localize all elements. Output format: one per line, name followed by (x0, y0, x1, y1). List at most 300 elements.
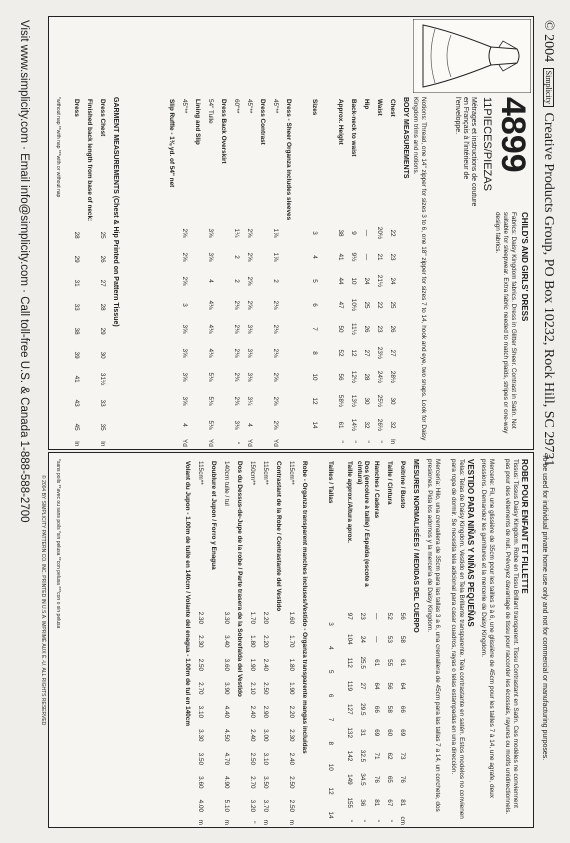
cell-value: 22 (376, 301, 383, 309)
cell-value: — (363, 229, 370, 237)
yardage-value: 2.30 (197, 635, 204, 648)
cell-value: 25 (389, 301, 396, 309)
yardage-value: 5⅛ (207, 420, 214, 430)
yardage-value: 2⅛ (233, 348, 240, 358)
yardage-value: 1⅞ (272, 228, 279, 238)
copyright-year: © 2004 (541, 20, 556, 63)
fabric-width: 45"** (272, 99, 279, 114)
english-panel (48, 16, 534, 450)
fabric-label: Dress Contrast (259, 99, 266, 145)
yardage-value: 2⅝ (246, 228, 253, 238)
yardage-value: 4 (181, 423, 188, 427)
mesures-row (383, 459, 396, 827)
cell-value: 4 (327, 646, 334, 650)
cell-value: 44 (337, 277, 344, 285)
cell-value: 25.5 (359, 656, 367, 669)
cell-value: 64 (373, 682, 380, 690)
cell-value: 112 (346, 657, 353, 668)
cell-value: 30 (389, 397, 396, 405)
cell-value: 5 (327, 669, 334, 674)
cell-value: 127 (346, 704, 353, 715)
cell-value: 155 (346, 797, 353, 809)
yardage-value: 2 (233, 279, 240, 283)
garment-measurement-row (70, 97, 83, 449)
yardage-value: 3⅝ (181, 372, 188, 382)
cell-value: 22 (389, 229, 396, 237)
yardage-value: 3.10 (262, 752, 269, 766)
mesures-row (356, 459, 370, 827)
fabric-width: 54" Tulle (207, 99, 214, 124)
fabric-label: Lining and Slip (194, 99, 201, 145)
cell-value: 65 (386, 775, 393, 783)
yardage-value: 2.20 (262, 635, 269, 648)
yardage-value: 2.90 (262, 705, 269, 719)
unit-label: Yd (207, 439, 214, 447)
yardage-value: 3.60 (223, 658, 230, 672)
fabric-width: 140cm tulle / tul (223, 461, 230, 506)
fabric-label: Dress Back Overskirt (220, 99, 227, 164)
cell-value: 12 (350, 349, 357, 357)
fabric-width: 45"** (246, 99, 253, 114)
telas-text: Telas: Telas de Daisy Kingdom. Vestido en Tela Brillante transparente. Tela contrastante en satén. Estos modelos no convienen para ropa de dormir. Se necesita tela adicional para casar cuadros, rayas o telas estampadas en una dirección. (450, 459, 465, 819)
unit-label: " (346, 819, 353, 822)
fabric-row (243, 97, 256, 449)
cell-value: 9½ (350, 252, 357, 262)
body-measurement-row (334, 97, 347, 446)
cell-value: 81 (399, 799, 406, 807)
yardage-value: 2⅝ (272, 372, 279, 382)
yardage-value: 2 (233, 255, 240, 259)
cell-value: 25½ (376, 394, 383, 408)
cell-value: 38 (73, 327, 80, 335)
body-measurement-row (360, 97, 373, 446)
yardage-value: 3.40 (223, 635, 230, 648)
yardage-value: 2.20 (262, 611, 269, 625)
yardage-value: 1¼ (233, 228, 240, 238)
fabric-label: Contrastant de la Robe / Contrastante del Vestido (275, 461, 282, 612)
yardage-value: 2.70 (249, 776, 256, 789)
fabrics-text: Fabrics: Daisy Kingdom fabrics. Dress in Glitter Sheer. Contrast in Satin. Not suitable for sleepwear. Extra fabric needed to match plaids, stripes or one-way design fabrics. (494, 212, 517, 434)
row-label: Taille / Cintura (386, 461, 393, 505)
fabric-row (230, 97, 243, 449)
cell-value: 23 (389, 253, 396, 261)
yardage-value: 2⅝ (181, 276, 188, 286)
cell-value: 29.5 (359, 703, 367, 716)
fabric-row (220, 459, 233, 827)
cell-value: 35 (99, 423, 106, 431)
fabric-label: Robe - Organza transparent manches incluses/Vestido - Organza transparente mangas incluidas (301, 461, 308, 754)
yardage-value: 2.50 (249, 752, 256, 766)
yardage-value: 3.10 (197, 705, 204, 719)
fabric-width: 60"** (233, 99, 240, 114)
yardage-value: 1.90 (288, 682, 295, 695)
unit-label: In (99, 441, 106, 447)
cell-value: 25 (363, 301, 370, 309)
cell-value: 149 (346, 774, 353, 785)
french-instructions-note: Métrages et instructions de couture en Français à l'intérieur de l'enveloppe. (454, 97, 477, 207)
row-label: Taille approx./Altura aprox. (346, 461, 353, 543)
cell-value: 11½ (350, 323, 357, 335)
fabric-heading-row (165, 97, 178, 449)
cell-value: 23½ (376, 346, 383, 360)
fabric-heading-row (298, 459, 311, 827)
yardage-value: 1.80 (288, 658, 295, 672)
cell-value: 10 (350, 277, 357, 285)
yardage-value: 2.50 (197, 658, 204, 672)
row-label: Hanches / Caderas (373, 461, 380, 519)
yardage-value: 2.40 (262, 658, 269, 672)
yardage-value: 3⅝ (181, 324, 188, 334)
row-label: Tailles / Tallas (327, 461, 334, 504)
unit-label: In (389, 439, 396, 445)
yardage-value: 2.50 (288, 799, 295, 813)
yardage-value: 2.40 (249, 705, 256, 719)
cell-value: 28 (73, 231, 80, 239)
cell-value: 7 (311, 327, 318, 331)
mesures-row (396, 459, 409, 827)
contact-footer: Visit www.simplicity.com · Email info@simplicity.com · Call toll-free U.S. & Canada 1-888-588-2700 (18, 20, 30, 523)
cell-value: 132 (346, 727, 353, 739)
yardage-value: 2.30 (197, 611, 204, 625)
unit-label: m (197, 819, 204, 825)
yardage-value: 3.90 (223, 682, 230, 695)
company-address: Creative Products Group, PO Box 10232, Rock Hill, SC 29731 (541, 112, 556, 467)
cell-value: 64 (399, 682, 406, 690)
yardage-value: 4 (207, 279, 214, 283)
cell-value: 61 (337, 421, 344, 429)
yardage-value: 3⅛ (233, 420, 240, 430)
yardage-value: 2⅝ (272, 420, 279, 430)
row-label: Waist (376, 99, 383, 116)
cell-value: 28 (99, 303, 106, 311)
fabric-heading-row (191, 97, 204, 449)
yardage-value: 1⅞ (272, 252, 279, 262)
yardage-value: 2.40 (288, 752, 295, 766)
cell-value: 24 (389, 277, 396, 285)
mesures-heading: MESURES NORMALISÉES / MEDIDAS DEL CUERPO (412, 459, 419, 633)
tailles-row (324, 459, 337, 827)
cell-value: 69 (399, 729, 406, 737)
cell-value: 29 (99, 327, 106, 335)
yardage-value: 2.20 (288, 705, 295, 719)
sizes-table (308, 97, 321, 437)
body-measurement-row (386, 97, 399, 446)
cell-value: 66 (373, 705, 380, 713)
yardage-value: 2⅝ (246, 252, 253, 262)
yardage-value: 1.70 (249, 611, 256, 625)
cell-value: 27 (359, 682, 367, 690)
unit-label: " (233, 441, 240, 445)
fabric-row (285, 459, 298, 827)
cell-value: 71 (373, 752, 380, 760)
cell-value: 32 (389, 421, 396, 429)
cell-value: 24 (363, 277, 370, 285)
cell-value: 25 (99, 231, 106, 239)
cell-value: 23 (359, 612, 367, 620)
fabric-row (194, 459, 207, 827)
yardage-value: 3 (181, 303, 188, 307)
cell-value: — (373, 613, 380, 620)
yardage-value: 2⅝ (272, 396, 279, 406)
cell-value: 7 (327, 717, 334, 722)
cell-value: 58 (386, 705, 393, 713)
row-label: Approx. Height (337, 99, 344, 145)
garment-measurements-heading: GARMENT MEASUREMENTS (Chest & Hip Printed on Pattern Tissue) (112, 97, 119, 327)
row-label: Dress Chest (99, 99, 106, 137)
fabric-label: Dress - Sheer Organza includes sleeves (285, 99, 292, 221)
body-measurements-heading: BODY MEASUREMENTS (402, 97, 409, 179)
cell-value: 14½ (350, 418, 357, 432)
cell-value: 58½ (337, 394, 344, 408)
yardage-value: 4⅛ (207, 348, 214, 358)
fabric-heading-row (217, 97, 230, 449)
yardage-value: 2.50 (262, 682, 269, 695)
cell-value: 41 (337, 253, 344, 261)
cell-value: 10½ (350, 298, 357, 312)
yardage-value: 4.90 (223, 776, 230, 789)
unit-label: In (73, 441, 80, 447)
unit-label: Yd (181, 439, 188, 447)
cell-value: 52 (337, 349, 344, 357)
cell-value: 12 (327, 787, 334, 795)
fabric-row (204, 97, 217, 449)
yardage-value: 3.70 (262, 799, 269, 813)
left-footnotes: *without nap **with nap ***with or without nap (55, 97, 61, 198)
cell-value: 8 (327, 741, 334, 746)
cell-value: 21 (376, 253, 383, 261)
yardage-value: 2⅛ (272, 348, 279, 358)
cell-value: 23 (376, 325, 383, 333)
row-label: Finished back length from base of neck: (86, 99, 93, 222)
cell-value: 9 (350, 231, 357, 235)
pattern-title: CHILD'S AND GIRLS' DRESS (520, 212, 529, 322)
yardage-value: 4⅛ (207, 324, 214, 334)
metrage-table (181, 459, 311, 827)
cell-value: 31 (359, 729, 367, 737)
unit-label: " (386, 819, 393, 822)
row-label: Sizes (311, 99, 318, 116)
cell-value: 36 (359, 799, 367, 807)
cell-value: 21½ (376, 274, 383, 288)
pieces-count: 11PIECES/PIEZAS (481, 97, 493, 191)
yardage-value: 3⅛ (246, 324, 253, 334)
cell-value: 14 (327, 811, 334, 819)
yardage-value: 4⅛ (207, 300, 214, 310)
cell-value: — (373, 636, 380, 643)
fabric-label: Volant du Jupon - 1.00m de tulle en 140cm / Volante del enagua - 1.00m de tul en 140cm (184, 461, 191, 727)
cell-value: 76 (373, 775, 380, 783)
body-measurement-row (373, 97, 386, 446)
yardage-value: 1.90 (249, 658, 256, 672)
cell-value: 27 (99, 279, 106, 287)
french-title: ROBE POUR ENFANT ET FILLETTE (520, 459, 529, 594)
cell-value: 6 (327, 693, 334, 698)
cell-value: 56 (337, 373, 344, 381)
fabric-width: 115cm** (288, 461, 295, 485)
body-measurements-table (334, 97, 399, 446)
fabric-row (178, 97, 191, 449)
body-measurement-row (347, 97, 360, 446)
yardage-value: 5⅛ (207, 396, 214, 406)
cell-value: 73 (399, 752, 406, 760)
cell-value: 39 (73, 351, 80, 359)
yardage-value: 2¾ (233, 396, 240, 406)
fabric-width: 115cm** (262, 461, 269, 485)
cell-value: 61 (373, 659, 380, 667)
cell-value: 12½ (350, 370, 357, 384)
cell-value: 30 (99, 351, 106, 359)
fabric-heading-row (272, 459, 285, 827)
cell-value: 56 (386, 682, 393, 690)
fabric-width: 115cm** (197, 461, 204, 485)
cell-value: 31½ (99, 372, 106, 386)
unit-label: " (376, 440, 383, 443)
cell-value: 119 (346, 680, 353, 692)
yardage-value: 3¼ (246, 396, 253, 406)
yardage-value: 4.50 (223, 729, 230, 742)
cell-value: 47 (337, 301, 344, 309)
mesures-table (343, 459, 409, 827)
unit-label: m (262, 819, 269, 825)
cell-value: 3 (311, 231, 318, 235)
yardage-value: 4 (246, 423, 253, 427)
cell-value: 38 (337, 229, 344, 237)
french-spanish-panel (48, 452, 534, 828)
cell-value: 26 (99, 255, 106, 263)
cell-value: 8 (311, 351, 318, 355)
mesures-row (343, 459, 356, 827)
cell-value: 55 (386, 659, 393, 667)
yardage-value: 5.10 (223, 799, 230, 813)
cell-value: 26 (363, 325, 370, 333)
row-label: Hip (363, 99, 370, 110)
row-label: Chest (389, 99, 396, 117)
cell-value: 60 (386, 729, 393, 737)
yardage-value: 2.30 (288, 729, 295, 742)
fabric-row (246, 459, 259, 827)
fabric-row (269, 97, 282, 449)
copyright-small: © 2004 BY SIMPLICITY PATTERN CO. INC. PRINTED IN U.S.A. IMPRIMÉ AUX É.-U. ALL RIGHTS RESERVED (40, 475, 46, 726)
yardage-value: 2⅛ (233, 324, 240, 334)
yardage-value: 4.70 (223, 752, 230, 766)
spanish-title: VESTIDO PARA NIÑAS Y NIÑAS PEQUEÑAS (466, 459, 475, 627)
cell-value: 26½ (376, 418, 383, 432)
cell-value: 33 (73, 303, 80, 311)
yardage-value: 3⅛ (246, 372, 253, 382)
brand-logo: Simplicity (543, 68, 554, 107)
cell-value: 76 (399, 775, 406, 783)
cell-value: 24½ (376, 370, 383, 384)
unit-label: " (249, 821, 256, 824)
cell-value: 41 (73, 375, 80, 383)
yardage-value: 2⅛ (233, 300, 240, 310)
yardage-value: 3.60 (197, 776, 204, 789)
fabric-width: 45"** (181, 99, 188, 114)
yardage-value: 2.50 (288, 776, 295, 789)
unit-label: Yd (272, 439, 279, 447)
cell-value: 32 (363, 421, 370, 429)
yardage-value: 1.60 (288, 611, 295, 625)
garment-measurements-table (70, 97, 109, 449)
row-label: Poitrine / Busto (399, 461, 406, 509)
yardage-value: 2⅛ (272, 324, 279, 334)
row-label: Dos (encolure à taille) / Espalda (escote a cintura) (356, 461, 370, 587)
fabric-label: Doublure et Jupon / Forro y Enagua (210, 461, 217, 570)
yardage-value: 2.70 (197, 682, 204, 695)
cell-value: 4 (311, 255, 318, 259)
cell-value: 14 (311, 421, 318, 429)
cell-value: 27 (389, 349, 396, 357)
yardage-value: 4.40 (223, 705, 230, 719)
yardage-value: 3.50 (262, 776, 269, 789)
cell-value: 13½ (350, 394, 357, 408)
fabric-row (259, 459, 272, 827)
yardage-value: 3.30 (197, 729, 204, 742)
yardage-value: 3.00 (262, 729, 269, 742)
yardage-value: 1.70 (288, 635, 295, 648)
fabric-label: Dos du Dessus-de-Jupe de la robe / Parte trasera de la Sobrefalda del Vestido (236, 461, 243, 697)
cell-value: 142 (346, 750, 353, 762)
cell-value: 66 (399, 705, 406, 713)
cell-value: 10 (311, 373, 318, 381)
mesures-row (370, 459, 383, 827)
yardage-value: 2⅝ (181, 228, 188, 238)
fabric-heading-row (181, 459, 194, 827)
cell-value: 24 (359, 635, 367, 643)
unit-label: " (363, 440, 370, 443)
yardage-value: 3⅝ (181, 396, 188, 406)
fabric-yardage-table (165, 97, 295, 449)
yardage-value: 2⅝ (246, 276, 253, 286)
mercerie-text: Mercerie: Fil, une glissière de 35cm pour les tailles 3 à 6, une glissière de 45cm pour les tailles 7 à 14, une agrafe, deux pressions. Demandez les garnitures et la mercerie de Daisy Kingdom. (480, 459, 495, 798)
row-label: Dress (73, 99, 80, 117)
cell-value: 3 (327, 622, 334, 626)
cell-value: 67 (386, 799, 393, 807)
row-label: Back-neck to waist (350, 99, 357, 157)
cell-value: 81 (373, 799, 380, 807)
fabric-heading-row (282, 97, 295, 449)
cell-value: 97 (346, 612, 353, 620)
cell-value: 20½ (376, 226, 383, 240)
garment-measurement-row (96, 97, 109, 449)
cell-value: 10 (327, 763, 334, 771)
cell-value: 61 (399, 659, 406, 667)
yardage-value: 3.30 (223, 611, 230, 625)
yardage-value: 2⅝ (246, 300, 253, 310)
yardage-value: 1.80 (249, 635, 256, 648)
cell-value: 52 (386, 612, 393, 620)
cell-value: 31 (73, 279, 80, 287)
right-footnotes: *sans poils **avec ou sans poils *sin pelusa **con pelusa ***con o sin pelusa (55, 459, 61, 629)
cell-value: 34.5 (359, 773, 367, 786)
cell-value: 104 (346, 634, 353, 645)
yardage-value: 3.50 (197, 752, 204, 766)
yardage-value: 2⅝ (181, 252, 188, 262)
yardage-value: 3⅝ (207, 228, 214, 238)
fabric-width: 150cm** (249, 461, 256, 486)
cell-value: 56 (399, 612, 406, 620)
yardage-value: 4.00 (197, 799, 204, 813)
cell-value: 28 (363, 373, 370, 381)
yardage-value: 2 (272, 279, 279, 283)
pattern-number: 4899 (494, 97, 532, 173)
dress-illustration (413, 19, 531, 93)
cell-value: 58 (399, 635, 406, 643)
merceria-text: Mercería: Hilo, una cremallera de 35cm para las tallas 3 a 6, una cremallera de 45cm para las tallas 7 a 14, un corchete, dos presiones. Pida los adornos y la mercería de Daisy Kingdom. (426, 459, 441, 812)
garment-measurement-row (83, 97, 96, 449)
notions-text: Notions: Thread, one 14" zipper for sizes 3 to 6, one 18" zipper for sizes 7 to 14, hook and eye, two snaps. Look for Daisy Kingdom trims and notions. (412, 97, 427, 441)
unit-label: m (288, 819, 295, 825)
